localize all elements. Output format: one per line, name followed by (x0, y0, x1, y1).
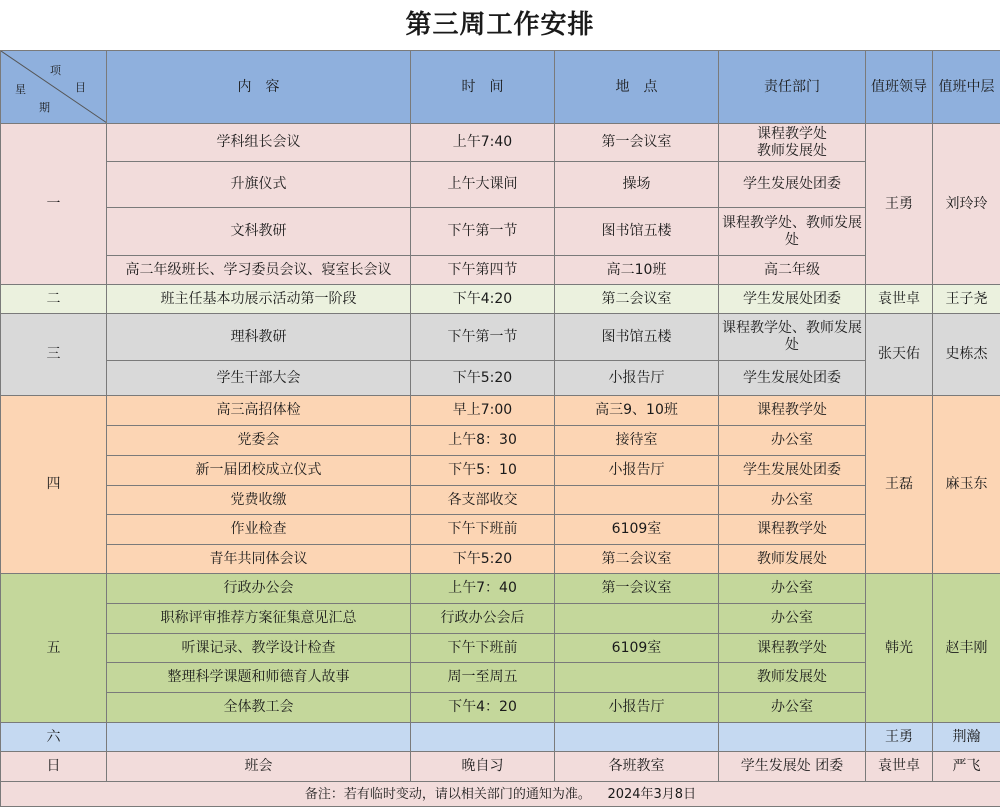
content-cell: 整理科学课题和师德育人故事 (107, 663, 411, 693)
table-row (1, 256, 1000, 285)
content-cell: 学生干部大会 (107, 361, 411, 396)
day-cell: 日 (1, 752, 107, 782)
header-time: 时 间 (411, 51, 555, 124)
content-cell: 高二年级班长、学习委员会议、寝室长会议 (107, 256, 411, 285)
place-cell: 高三9、10班 (555, 396, 719, 426)
content-cell: 学科组长会议 (107, 124, 411, 162)
content-cell (107, 723, 411, 752)
content-cell: 班主任基本功展示活动第一阶段 (107, 285, 411, 314)
schedule-table (0, 50, 1000, 807)
dept-cell: 课程教学处、教师发展处 (719, 314, 866, 361)
time-cell: 下午5:20 (411, 361, 555, 396)
table-row (1, 752, 1000, 782)
place-cell (555, 723, 719, 752)
table-row (1, 515, 1000, 545)
table-row (1, 634, 1000, 663)
corner-header (1, 51, 107, 124)
time-cell: 晚自习 (411, 752, 555, 782)
content-cell: 党委会 (107, 426, 411, 456)
day-cell: 二 (1, 285, 107, 314)
content-cell: 理科教研 (107, 314, 411, 361)
dept-cell: 课程教学处 教师发展处 (719, 124, 866, 162)
dept-cell: 办公室 (719, 426, 866, 456)
header-content: 内 容 (107, 51, 411, 124)
place-cell: 第一会议室 (555, 124, 719, 162)
leader-cell: 王勇 (866, 124, 933, 285)
content-cell: 新一届团校成立仪式 (107, 456, 411, 486)
table-row (1, 426, 1000, 456)
leader-cell: 张天佑 (866, 314, 933, 396)
dept-cell: 办公室 (719, 693, 866, 723)
place-cell: 图书馆五楼 (555, 208, 719, 256)
place-cell: 6109室 (555, 515, 719, 545)
place-cell: 第一会议室 (555, 574, 719, 604)
place-cell: 第二会议室 (555, 545, 719, 574)
dept-cell: 教师发展处 (719, 663, 866, 693)
time-cell: 下午4：20 (411, 693, 555, 723)
day-cell: 一 (1, 124, 107, 285)
place-cell: 小报告厅 (555, 361, 719, 396)
middle-cell: 麻玉东 (933, 396, 1000, 574)
content-cell: 班会 (107, 752, 411, 782)
dept-cell: 学生发展处团委 (719, 285, 866, 314)
table-row (1, 486, 1000, 515)
time-cell: 上午7：40 (411, 574, 555, 604)
table-row (1, 574, 1000, 604)
table-row (1, 314, 1000, 361)
place-cell: 小报告厅 (555, 456, 719, 486)
dept-cell: 办公室 (719, 604, 866, 634)
dept-cell (719, 723, 866, 752)
corner-label-xiang: 项 (50, 64, 61, 77)
leader-cell: 韩光 (866, 574, 933, 723)
dept-cell: 学生发展处团委 (719, 361, 866, 396)
content-cell: 作业检查 (107, 515, 411, 545)
middle-cell: 史栋杰 (933, 314, 1000, 396)
time-cell: 行政办公会后 (411, 604, 555, 634)
page-title: 第三周工作安排 (405, 10, 595, 40)
content-cell: 升旗仪式 (107, 162, 411, 208)
place-cell (555, 486, 719, 515)
time-cell: 下午第一节 (411, 314, 555, 361)
dept-cell: 课程教学处、教师发展处 (719, 208, 866, 256)
time-cell: 下午第一节 (411, 208, 555, 256)
content-cell: 党费收缴 (107, 486, 411, 515)
middle-cell: 王子尧 (933, 285, 1000, 314)
time-cell: 下午第四节 (411, 256, 555, 285)
leader-cell: 王磊 (866, 396, 933, 574)
time-cell: 下午5：10 (411, 456, 555, 486)
place-cell: 操场 (555, 162, 719, 208)
day-cell: 三 (1, 314, 107, 396)
place-cell: 接待室 (555, 426, 719, 456)
middle-cell: 荆瀚 (933, 723, 1000, 752)
time-cell: 上午7:40 (411, 124, 555, 162)
corner-label-mu: 目 (75, 81, 86, 94)
dept-cell: 课程教学处 (719, 515, 866, 545)
table-row (1, 663, 1000, 693)
content-cell: 行政办公会 (107, 574, 411, 604)
leader-cell: 王勇 (866, 723, 933, 752)
time-cell: 下午4:20 (411, 285, 555, 314)
place-cell: 6109室 (555, 634, 719, 663)
table-row (1, 723, 1000, 752)
header-dept: 责任部门 (719, 51, 866, 124)
place-cell: 小报告厅 (555, 693, 719, 723)
day-cell: 四 (1, 396, 107, 574)
content-cell: 听课记录、教学设计检查 (107, 634, 411, 663)
place-cell: 图书馆五楼 (555, 314, 719, 361)
header-leader: 值班领导 (866, 51, 933, 124)
dept-cell: 学生发展处团委 (719, 162, 866, 208)
time-cell: 早上7:00 (411, 396, 555, 426)
content-cell: 职称评审推荐方案征集意见汇总 (107, 604, 411, 634)
table-row (1, 604, 1000, 634)
dept-cell: 课程教学处 (719, 396, 866, 426)
header-row (1, 51, 1000, 124)
middle-cell: 严飞 (933, 752, 1000, 782)
time-cell (411, 723, 555, 752)
header-place: 地 点 (555, 51, 719, 124)
middle-cell: 刘玲玲 (933, 124, 1000, 285)
time-cell: 上午大课间 (411, 162, 555, 208)
place-cell: 第二会议室 (555, 285, 719, 314)
corner-label-star: 星 (15, 83, 26, 96)
content-cell: 全体教工会 (107, 693, 411, 723)
table-row (1, 396, 1000, 426)
time-cell: 下午5:20 (411, 545, 555, 574)
table-row (1, 208, 1000, 256)
dept-cell: 学生发展处 团委 (719, 752, 866, 782)
dept-cell: 高二年级 (719, 256, 866, 285)
dept-cell: 课程教学处 (719, 634, 866, 663)
dept-cell: 学生发展处团委 (719, 456, 866, 486)
time-cell: 上午8：30 (411, 426, 555, 456)
time-cell: 下午下班前 (411, 515, 555, 545)
table-row (1, 124, 1000, 162)
dept-cell: 办公室 (719, 486, 866, 515)
table-row (1, 693, 1000, 723)
leader-cell: 袁世卓 (866, 752, 933, 782)
header-middle: 值班中层 (933, 51, 1000, 124)
corner-label-qi: 期 (39, 101, 50, 114)
content-cell: 青年共同体会议 (107, 545, 411, 574)
dept-cell: 教师发展处 (719, 545, 866, 574)
table-row (1, 361, 1000, 396)
dept-cell: 办公室 (719, 574, 866, 604)
day-cell: 六 (1, 723, 107, 752)
content-cell: 文科教研 (107, 208, 411, 256)
middle-cell: 赵丰刚 (933, 574, 1000, 723)
place-cell (555, 604, 719, 634)
content-cell: 高三高招体检 (107, 396, 411, 426)
note-text: 备注：若有临时变动，请以相关部门的通知为准。 2024年3月8日 (1, 782, 1000, 807)
place-cell: 高二10班 (555, 256, 719, 285)
place-cell (555, 663, 719, 693)
table-row (1, 456, 1000, 486)
place-cell: 各班教室 (555, 752, 719, 782)
table-row (1, 162, 1000, 208)
table-row (1, 285, 1000, 314)
time-cell: 各支部收交 (411, 486, 555, 515)
time-cell: 周一至周五 (411, 663, 555, 693)
leader-cell: 袁世卓 (866, 285, 933, 314)
day-cell: 五 (1, 574, 107, 723)
table-row (1, 545, 1000, 574)
note-row (1, 782, 1000, 807)
time-cell: 下午下班前 (411, 634, 555, 663)
